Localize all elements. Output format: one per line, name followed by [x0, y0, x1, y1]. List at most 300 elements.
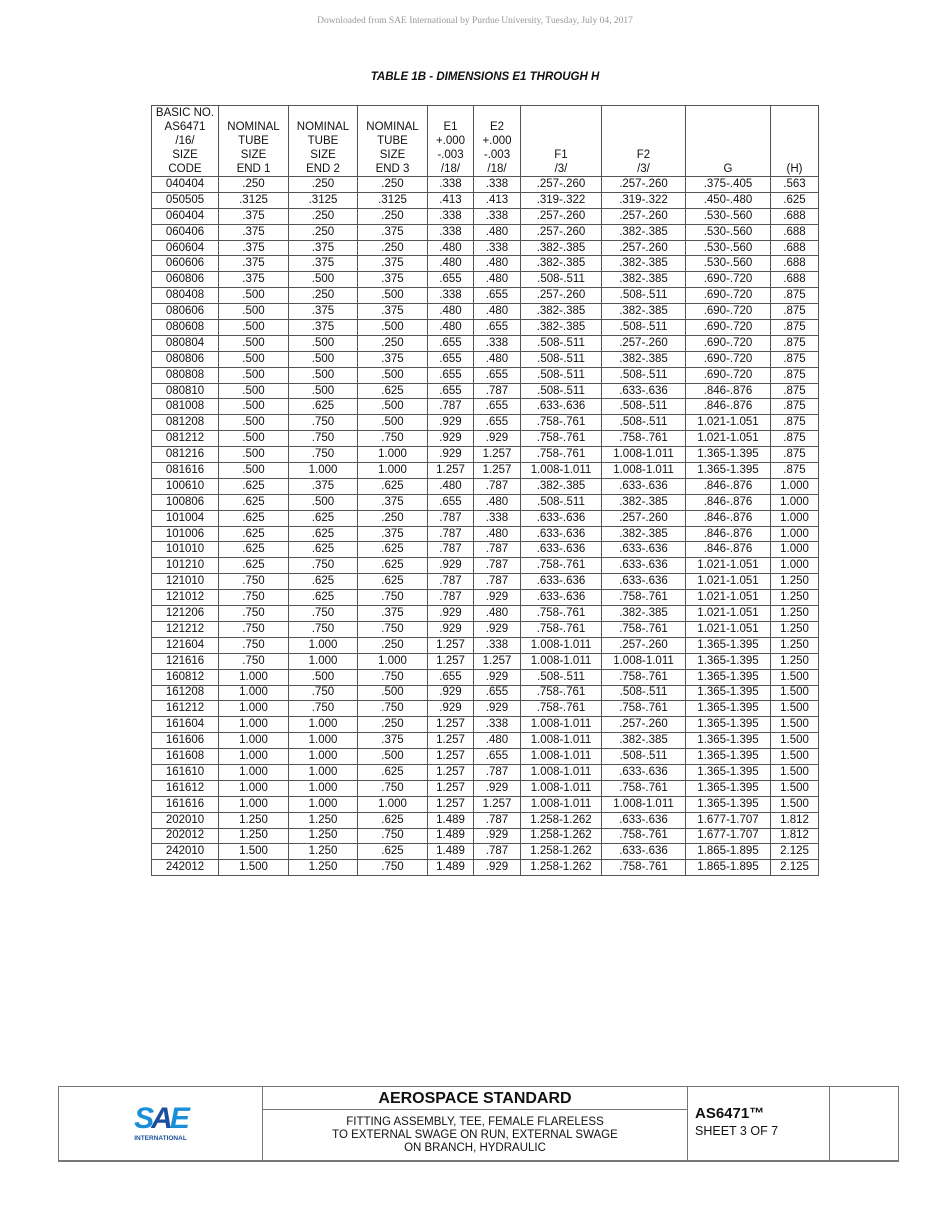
table-cell: 1.500: [771, 749, 819, 765]
table-cell: 1.008-1.011: [521, 717, 602, 733]
column-header: E2 +.000 -.003 /18/: [474, 106, 521, 177]
table-cell: .508-.511: [602, 367, 686, 383]
table-cell: 1.677-1.707: [686, 812, 771, 828]
table-cell: .633-.636: [602, 844, 686, 860]
table-cell: .633-.636: [521, 574, 602, 590]
table-cell: .257-.260: [602, 177, 686, 193]
table-cell: .929: [474, 701, 521, 717]
table-cell: .787: [474, 558, 521, 574]
table-cell: .655: [428, 351, 474, 367]
table-cell: .875: [771, 304, 819, 320]
sae-logo-mark: SAE: [134, 1102, 187, 1135]
table-row: [152, 542, 819, 558]
table-cell: .375: [358, 606, 428, 622]
table-cell: .625: [289, 542, 358, 558]
table-cell: 1.250: [771, 637, 819, 653]
table-cell: .250: [358, 240, 428, 256]
table-cell: .375-.405: [686, 177, 771, 193]
table-cell: .633-.636: [602, 764, 686, 780]
table-cell: .257-.260: [521, 224, 602, 240]
table-cell: .750: [289, 415, 358, 431]
table-row: [152, 224, 819, 240]
table-cell: .382-.385: [602, 733, 686, 749]
table-row: [152, 812, 819, 828]
table-cell: .758-.761: [521, 701, 602, 717]
table-cell: .846-.876: [686, 399, 771, 415]
table-cell: .688: [771, 224, 819, 240]
table-row: [152, 764, 819, 780]
table-cell: 1.257: [428, 749, 474, 765]
table-cell: 1.000: [219, 764, 289, 780]
table-row: [152, 653, 819, 669]
table-cell: .250: [219, 177, 289, 193]
table-cell: .625: [358, 383, 428, 399]
table-cell: .500: [219, 447, 289, 463]
table-cell: .625: [358, 478, 428, 494]
column-header: NOMINAL TUBE SIZE END 3: [358, 106, 428, 177]
table-title: TABLE 1B - DIMENSIONS E1 THROUGH H: [370, 71, 600, 83]
table-cell: 080804: [152, 335, 219, 351]
table-cell: .875: [771, 415, 819, 431]
table-cell: .382-.385: [602, 606, 686, 622]
table-cell: 1.257: [428, 796, 474, 812]
table-cell: .500: [358, 749, 428, 765]
table-cell: 040404: [152, 177, 219, 193]
table-cell: .633-.636: [521, 510, 602, 526]
table-cell: .787: [474, 478, 521, 494]
table-cell: .338: [474, 717, 521, 733]
table-cell: 101004: [152, 510, 219, 526]
table-cell: 080810: [152, 383, 219, 399]
table-cell: .508-.511: [521, 335, 602, 351]
table-cell: .655: [428, 494, 474, 510]
table-row: [152, 431, 819, 447]
table-cell: .500: [289, 335, 358, 351]
table-cell: 081212: [152, 431, 219, 447]
table-cell: 1.008-1.011: [521, 733, 602, 749]
table-cell: .625: [219, 558, 289, 574]
table-cell: .688: [771, 240, 819, 256]
table-cell: .787: [474, 542, 521, 558]
table-cell: .338: [474, 240, 521, 256]
table-cell: .375: [358, 526, 428, 542]
table-cell: .250: [358, 717, 428, 733]
table-cell: .655: [428, 335, 474, 351]
sae-logo-subtext: INTERNATIONAL: [134, 1135, 187, 1142]
table-cell: .875: [771, 288, 819, 304]
table-cell: 1.365-1.395: [686, 447, 771, 463]
table-header-row: [152, 106, 819, 177]
table-cell: .625: [219, 478, 289, 494]
column-header: NOMINAL TUBE SIZE END 2: [289, 106, 358, 177]
table-cell: .750: [219, 637, 289, 653]
table-cell: .250: [289, 208, 358, 224]
table-row: [152, 637, 819, 653]
table-cell: .382-.385: [521, 304, 602, 320]
table-cell: .382-.385: [602, 224, 686, 240]
table-cell: .625: [358, 844, 428, 860]
table-cell: .413: [428, 192, 474, 208]
table-row: [152, 558, 819, 574]
table-cell: .758-.761: [602, 860, 686, 876]
table-cell: .633-.636: [521, 590, 602, 606]
table-cell: .846-.876: [686, 494, 771, 510]
table-cell: .625: [358, 764, 428, 780]
table-cell: 1.000: [771, 526, 819, 542]
table-cell: .3125: [358, 192, 428, 208]
table-cell: 1.365-1.395: [686, 717, 771, 733]
table-cell: 1.008-1.011: [521, 764, 602, 780]
table-cell: 1.365-1.395: [686, 733, 771, 749]
table-cell: .480: [428, 478, 474, 494]
table-cell: 121012: [152, 590, 219, 606]
table-cell: .338: [428, 224, 474, 240]
table-cell: .250: [358, 208, 428, 224]
table-cell: 1.865-1.895: [686, 844, 771, 860]
table-cell: .250: [289, 177, 358, 193]
table-row: [152, 621, 819, 637]
table-cell: 1.500: [219, 844, 289, 860]
table-cell: .382-.385: [602, 351, 686, 367]
table-cell: .530-.560: [686, 208, 771, 224]
table-cell: 161212: [152, 701, 219, 717]
table-cell: .758-.761: [521, 415, 602, 431]
table-cell: .655: [474, 685, 521, 701]
table-cell: .690-.720: [686, 351, 771, 367]
table-cell: 242010: [152, 844, 219, 860]
table-cell: 161208: [152, 685, 219, 701]
table-row: [152, 320, 819, 336]
table-cell: .758-.761: [602, 828, 686, 844]
table-cell: .480: [474, 304, 521, 320]
table-cell: .633-.636: [602, 574, 686, 590]
table-cell: 060806: [152, 272, 219, 288]
table-cell: .500: [289, 272, 358, 288]
table-row: [152, 701, 819, 717]
table-cell: 161612: [152, 780, 219, 796]
table-cell: .319-.322: [602, 192, 686, 208]
table-cell: .563: [771, 177, 819, 193]
table-cell: .750: [219, 574, 289, 590]
table-cell: 1.000: [289, 749, 358, 765]
table-cell: 1.257: [428, 764, 474, 780]
table-cell: .413: [474, 192, 521, 208]
table-cell: .250: [358, 510, 428, 526]
table-cell: .929: [428, 606, 474, 622]
table-cell: .929: [428, 558, 474, 574]
table-cell: .480: [474, 526, 521, 542]
table-cell: 081208: [152, 415, 219, 431]
table-cell: 080408: [152, 288, 219, 304]
table-cell: .338: [474, 510, 521, 526]
table-cell: .500: [289, 494, 358, 510]
table-cell: 161604: [152, 717, 219, 733]
table-cell: .787: [474, 383, 521, 399]
table-cell: 1.008-1.011: [602, 447, 686, 463]
table-cell: .625: [289, 574, 358, 590]
table-cell: 101006: [152, 526, 219, 542]
table-cell: .338: [428, 288, 474, 304]
table-cell: .758-.761: [602, 780, 686, 796]
table-cell: 1.250: [289, 828, 358, 844]
table-cell: 1.000: [289, 653, 358, 669]
table-cell: .655: [474, 749, 521, 765]
table-cell: .758-.761: [521, 685, 602, 701]
table-row: [152, 177, 819, 193]
table-cell: 1.500: [771, 717, 819, 733]
table-cell: .625: [771, 192, 819, 208]
table-cell: 1.258-1.262: [521, 812, 602, 828]
table-cell: .625: [289, 510, 358, 526]
table-cell: .875: [771, 383, 819, 399]
table-cell: .500: [219, 304, 289, 320]
table-cell: .846-.876: [686, 542, 771, 558]
table-cell: .655: [428, 367, 474, 383]
table-cell: .929: [428, 621, 474, 637]
table-cell: 1.500: [771, 685, 819, 701]
table-cell: .382-.385: [602, 494, 686, 510]
table-cell: 080606: [152, 304, 219, 320]
table-cell: 1.250: [771, 653, 819, 669]
table-cell: 1.500: [771, 780, 819, 796]
sae-logo: [59, 1087, 263, 1160]
table-cell: 081008: [152, 399, 219, 415]
table-cell: .500: [289, 383, 358, 399]
table-cell: .625: [358, 558, 428, 574]
table-cell: .508-.511: [602, 749, 686, 765]
table-cell: .758-.761: [521, 431, 602, 447]
standard-label: AEROSPACE STANDARD: [263, 1087, 687, 1110]
table-cell: 1.365-1.395: [686, 764, 771, 780]
table-cell: .375: [219, 240, 289, 256]
table-cell: .750: [358, 780, 428, 796]
column-header: NOMINAL TUBE SIZE END 1: [219, 106, 289, 177]
table-cell: .758-.761: [521, 606, 602, 622]
table-cell: .480: [428, 256, 474, 272]
table-cell: .375: [358, 494, 428, 510]
table-cell: 1.257: [428, 463, 474, 479]
table-cell: 121616: [152, 653, 219, 669]
table-cell: .633-.636: [602, 812, 686, 828]
table-cell: .338: [474, 637, 521, 653]
table-cell: 1.500: [771, 669, 819, 685]
table-row: [152, 351, 819, 367]
table-cell: .500: [289, 367, 358, 383]
table-cell: .382-.385: [602, 304, 686, 320]
table-row: [152, 256, 819, 272]
table-cell: .929: [428, 701, 474, 717]
table-cell: .750: [358, 860, 428, 876]
table-row: [152, 272, 819, 288]
table-row: [152, 304, 819, 320]
table-cell: .508-.511: [602, 685, 686, 701]
table-cell: .508-.511: [521, 669, 602, 685]
table-cell: 1.258-1.262: [521, 860, 602, 876]
table-cell: .382-.385: [602, 272, 686, 288]
table-cell: 1.008-1.011: [602, 653, 686, 669]
table-cell: .375: [289, 240, 358, 256]
table-cell: .929: [474, 828, 521, 844]
table-cell: 100806: [152, 494, 219, 510]
table-cell: .500: [358, 367, 428, 383]
table-cell: .929: [474, 590, 521, 606]
table-cell: 1.257: [428, 733, 474, 749]
table-cell: 1.500: [771, 764, 819, 780]
table-row: [152, 733, 819, 749]
table-cell: .875: [771, 320, 819, 336]
table-cell: .787: [474, 844, 521, 860]
table-cell: .875: [771, 431, 819, 447]
dimensions-table: [151, 105, 819, 876]
table-cell: .625: [358, 812, 428, 828]
table-cell: .688: [771, 208, 819, 224]
table-cell: .500: [219, 367, 289, 383]
table-cell: .787: [428, 399, 474, 415]
table-cell: .625: [219, 494, 289, 510]
table-cell: .750: [358, 590, 428, 606]
table-cell: 1.365-1.395: [686, 780, 771, 796]
table-cell: 1.021-1.051: [686, 590, 771, 606]
table-cell: .508-.511: [602, 415, 686, 431]
table-cell: 1.000: [219, 669, 289, 685]
table-cell: .375: [219, 224, 289, 240]
table-cell: .633-.636: [602, 542, 686, 558]
table-cell: 1.257: [428, 780, 474, 796]
table-cell: .875: [771, 463, 819, 479]
table-cell: .250: [358, 177, 428, 193]
table-cell: .750: [358, 701, 428, 717]
table-cell: .500: [358, 415, 428, 431]
table-cell: .375: [358, 256, 428, 272]
table-cell: .508-.511: [521, 494, 602, 510]
table-cell: 1.008-1.011: [521, 749, 602, 765]
table-cell: 1.365-1.395: [686, 463, 771, 479]
table-cell: .375: [219, 256, 289, 272]
table-cell: 161606: [152, 733, 219, 749]
table-cell: .500: [219, 383, 289, 399]
table-cell: .3125: [289, 192, 358, 208]
table-cell: .480: [474, 606, 521, 622]
table-cell: .480: [474, 351, 521, 367]
table-cell: 1.865-1.895: [686, 860, 771, 876]
table-row: [152, 590, 819, 606]
table-cell: 1.000: [289, 796, 358, 812]
table-cell: .375: [219, 208, 289, 224]
table-cell: 161608: [152, 749, 219, 765]
table-cell: 050505: [152, 192, 219, 208]
table-cell: 081216: [152, 447, 219, 463]
table-cell: 1.258-1.262: [521, 828, 602, 844]
table-cell: .375: [358, 272, 428, 288]
table-cell: .787: [428, 510, 474, 526]
table-cell: .382-.385: [521, 256, 602, 272]
table-cell: 121206: [152, 606, 219, 622]
table-cell: 2.125: [771, 860, 819, 876]
table-row: [152, 860, 819, 876]
table-cell: .382-.385: [521, 320, 602, 336]
table-cell: .625: [289, 590, 358, 606]
table-cell: .688: [771, 272, 819, 288]
table-cell: .633-.636: [602, 478, 686, 494]
table-cell: .450-.480: [686, 192, 771, 208]
sheet-number: SHEET 3 OF 7: [695, 1124, 779, 1138]
table-cell: .382-.385: [521, 478, 602, 494]
table-cell: .655: [428, 272, 474, 288]
table-cell: 1.250: [289, 812, 358, 828]
table-cell: 202012: [152, 828, 219, 844]
table-cell: 1.250: [771, 590, 819, 606]
table-cell: .929: [474, 780, 521, 796]
table-row: [152, 415, 819, 431]
table-cell: 1.257: [428, 717, 474, 733]
table-cell: .250: [358, 637, 428, 653]
table-cell: .633-.636: [521, 526, 602, 542]
table-cell: .530-.560: [686, 240, 771, 256]
table-cell: 1.000: [771, 494, 819, 510]
table-cell: .750: [289, 606, 358, 622]
table-row: [152, 828, 819, 844]
table-cell: 1.000: [219, 780, 289, 796]
table-cell: 1.500: [771, 701, 819, 717]
table-cell: .846-.876: [686, 526, 771, 542]
document-description: FITTING ASSEMBLY, TEE, FEMALE FLARELESS TO EXTERNAL SWAGE ON RUN, EXTERNAL SWAGE ON BRANCH, HYDRAULIC: [332, 1116, 618, 1154]
table-cell: .480: [474, 256, 521, 272]
table-cell: .480: [474, 494, 521, 510]
table-cell: 101210: [152, 558, 219, 574]
table-cell: .500: [219, 335, 289, 351]
table-row: [152, 669, 819, 685]
table-cell: .750: [289, 558, 358, 574]
table-cell: 1.365-1.395: [686, 637, 771, 653]
table-cell: .375: [289, 304, 358, 320]
table-cell: 242012: [152, 860, 219, 876]
table-cell: 1.500: [771, 733, 819, 749]
table-cell: .875: [771, 335, 819, 351]
table-cell: .929: [428, 685, 474, 701]
table-cell: .758-.761: [602, 590, 686, 606]
table-cell: 121212: [152, 621, 219, 637]
table-cell: .508-.511: [521, 351, 602, 367]
table-cell: 1.489: [428, 828, 474, 844]
table-row: [152, 749, 819, 765]
table-cell: 1.257: [474, 653, 521, 669]
table-cell: .530-.560: [686, 256, 771, 272]
table-cell: 1.008-1.011: [521, 780, 602, 796]
table-cell: 1.021-1.051: [686, 558, 771, 574]
table-cell: .500: [219, 320, 289, 336]
table-cell: .750: [289, 447, 358, 463]
table-cell: 1.489: [428, 860, 474, 876]
table-row: [152, 208, 819, 224]
table-row: [152, 526, 819, 542]
table-cell: .750: [358, 431, 428, 447]
table-cell: .480: [428, 304, 474, 320]
table-cell: .787: [428, 590, 474, 606]
table-cell: 1.500: [771, 796, 819, 812]
table-cell: .846-.876: [686, 478, 771, 494]
table-cell: .338: [428, 177, 474, 193]
table-cell: .508-.511: [521, 383, 602, 399]
table-cell: .382-.385: [521, 240, 602, 256]
table-cell: .787: [474, 574, 521, 590]
table-cell: .750: [219, 606, 289, 622]
table-cell: 1.000: [771, 478, 819, 494]
table-cell: .338: [428, 208, 474, 224]
table-cell: .750: [358, 828, 428, 844]
table-cell: 060606: [152, 256, 219, 272]
table-cell: 1.000: [219, 733, 289, 749]
table-cell: .508-.511: [521, 272, 602, 288]
